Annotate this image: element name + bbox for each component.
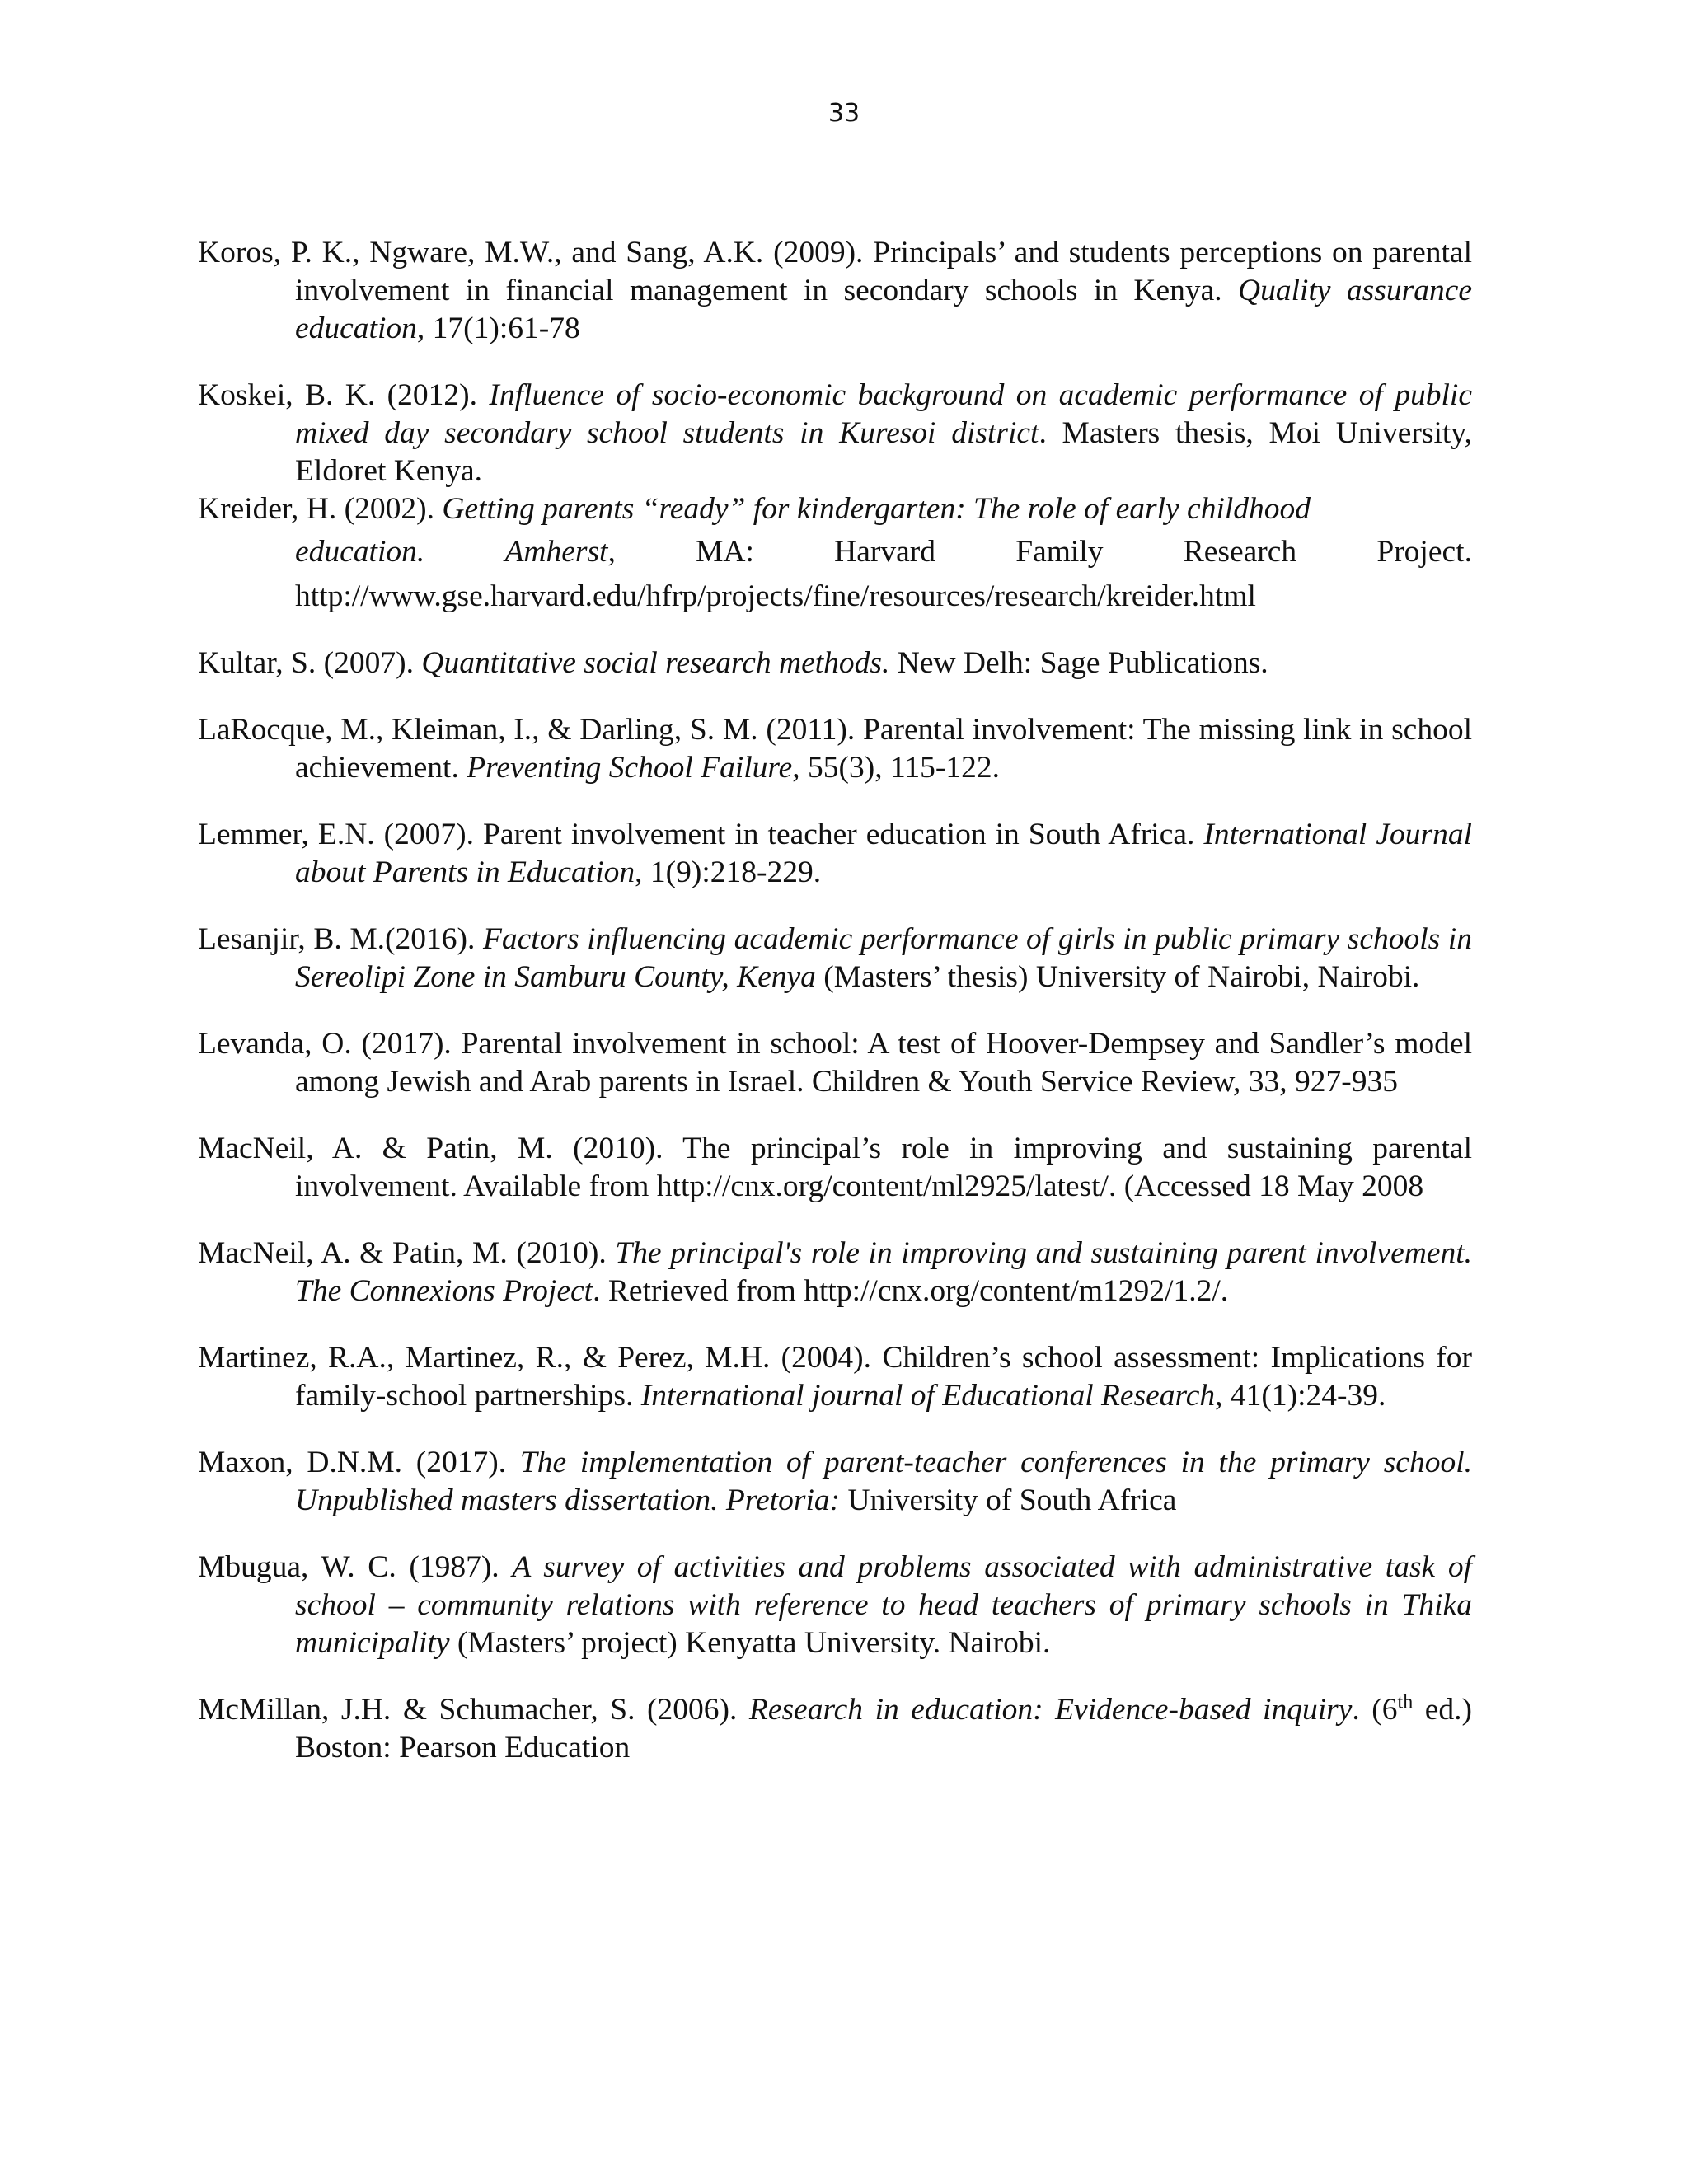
reference-entry	[198, 234, 1472, 348]
reference-text: Kreider, H. (2002).	[198, 492, 443, 526]
italic-title: International journal of Educational Research	[640, 1379, 1216, 1413]
reference-text: . Masters thesis, Moi University, Eldoret Kenya.	[295, 416, 1472, 488]
reference-text: , 1(9):218-229.	[635, 855, 822, 889]
italic-title: Quality assurance education	[295, 274, 1472, 345]
reference-text: University of South Africa	[840, 1483, 1177, 1517]
reference-entry	[198, 644, 1472, 682]
reference-text: New Delh: Sage Publications.	[889, 646, 1268, 680]
reference-text: Kultar, S. (2007).	[198, 646, 422, 680]
reference-text: Mbugua, W. C. (1987).	[198, 1550, 513, 1584]
reference-text: Martinez, R.A., Martinez, R., & Perez, M.H. (2004). Children’s school assessment: Implications for family-school partnerships.	[198, 1341, 1472, 1413]
italic-title: Research in education: Evidence-based inquiry	[748, 1693, 1353, 1727]
reference-text: . Retrieved from http://cnx.org/content/m1292/1.2/.	[593, 1274, 1229, 1308]
reference-text: , 41(1):24-39.	[1215, 1379, 1386, 1413]
reference-entry	[198, 490, 1472, 616]
reference-entry	[198, 1130, 1472, 1206]
reference-text: Lesanjir, B. M.(2016).	[198, 922, 483, 956]
reference-entry	[198, 1025, 1472, 1101]
reference-text: ed.) Boston: Pearson Education	[295, 1693, 1472, 1765]
italic-title: Influence of socio-economic background on academic performance of public mixed day secondary school students in Kuresoi district	[295, 378, 1472, 450]
reference-word: education.	[295, 535, 425, 569]
superscript: th	[1397, 1691, 1414, 1713]
reference-entry	[198, 711, 1472, 787]
reference-word: Amherst,	[504, 535, 616, 569]
reference-word: Family	[1015, 535, 1104, 569]
reference-entry	[198, 921, 1472, 996]
reference-text: MacNeil, A. & Patin, M. (2010).	[198, 1236, 616, 1270]
reference-url: http://www.gse.harvard.edu/hfrp/projects/fine/resources/research/kreider.html	[295, 579, 1256, 613]
reference-text: Koskei, B. K. (2012).	[198, 378, 490, 412]
reference-word: Project.	[1376, 535, 1472, 569]
italic-title: Factors influencing academic performance of girls in public primary schools in Sereolipi Zone in Samburu County, Kenya	[295, 922, 1472, 994]
italic-title: Getting parents “ready” for kindergarten: The role of early childhood	[442, 492, 1311, 526]
reference-entry	[198, 816, 1472, 892]
reference-text: (Masters’ thesis) University of Nairobi, Nairobi.	[815, 960, 1420, 994]
reference-entry	[198, 1549, 1472, 1662]
justified-line	[295, 533, 1472, 571]
italic-title: The principal's role in improving and sustaining parent involvement. The Connexions Project	[295, 1236, 1472, 1308]
italic-title: Preventing School Failure	[467, 751, 793, 785]
reference-entry	[198, 1339, 1472, 1415]
reference-list	[198, 234, 1472, 1796]
reference-text: . (6	[1352, 1693, 1398, 1727]
reference-text: LaRocque, M., Kleiman, I., & Darling, S. M. (2011). Parental involvement: The missing link in school achievement.	[198, 713, 1472, 785]
page-number: 33	[828, 99, 860, 128]
italic-title: Quantitative social research methods.	[421, 646, 890, 680]
reference-text: Maxon, D.N.M. (2017).	[198, 1446, 520, 1479]
reference-text: , 55(3), 115-122.	[792, 751, 1000, 785]
reference-text: MacNeil, A. & Patin, M. (2010). The principal’s role in improving and sustaining parental involvement. Available from http://cnx.org/content/ml2925/latest/. (Accessed 18 May 2008	[198, 1132, 1472, 1203]
reference-text: Levanda, O. (2017). Parental involvement in school: A test of Hoover-Dempsey and Sandler’s model among Jewish and Arab parents in Israel. Children & Youth Service Review, 33, 927-935	[198, 1027, 1472, 1099]
reference-text: (Masters’ project) Kenyatta University. Nairobi.	[449, 1626, 1051, 1660]
reference-word: Harvard	[834, 535, 935, 569]
reference-word: MA:	[696, 535, 754, 569]
reference-word: Research	[1183, 535, 1297, 569]
italic-title: The implementation of parent-teacher conferences in the primary school. Unpublished masters dissertation. Pretoria:	[295, 1446, 1472, 1517]
reference-entry	[198, 1235, 1472, 1310]
reference-entry	[198, 377, 1472, 490]
reference-text: Lemmer, E.N. (2007). Parent involvement in teacher education in South Africa.	[198, 818, 1204, 851]
reference-entry	[198, 1444, 1472, 1520]
reference-text: , 17(1):61-78	[416, 312, 580, 345]
reference-text: Koros, P. K., Ngware, M.W., and Sang, A.K. (2009). Principals’ and students perceptions on parental involvement in financial management in secondary schools in Kenya.	[198, 236, 1472, 307]
reference-entry	[198, 1691, 1472, 1767]
italic-title: A survey of activities and problems associated with administrative task of school – community relations with reference to head teachers of primary schools in Thika municipality	[295, 1550, 1473, 1660]
reference-text: McMillan, J.H. & Schumacher, S. (2006).	[198, 1693, 749, 1727]
italic-title: International Journal about Parents in Education	[295, 818, 1472, 889]
